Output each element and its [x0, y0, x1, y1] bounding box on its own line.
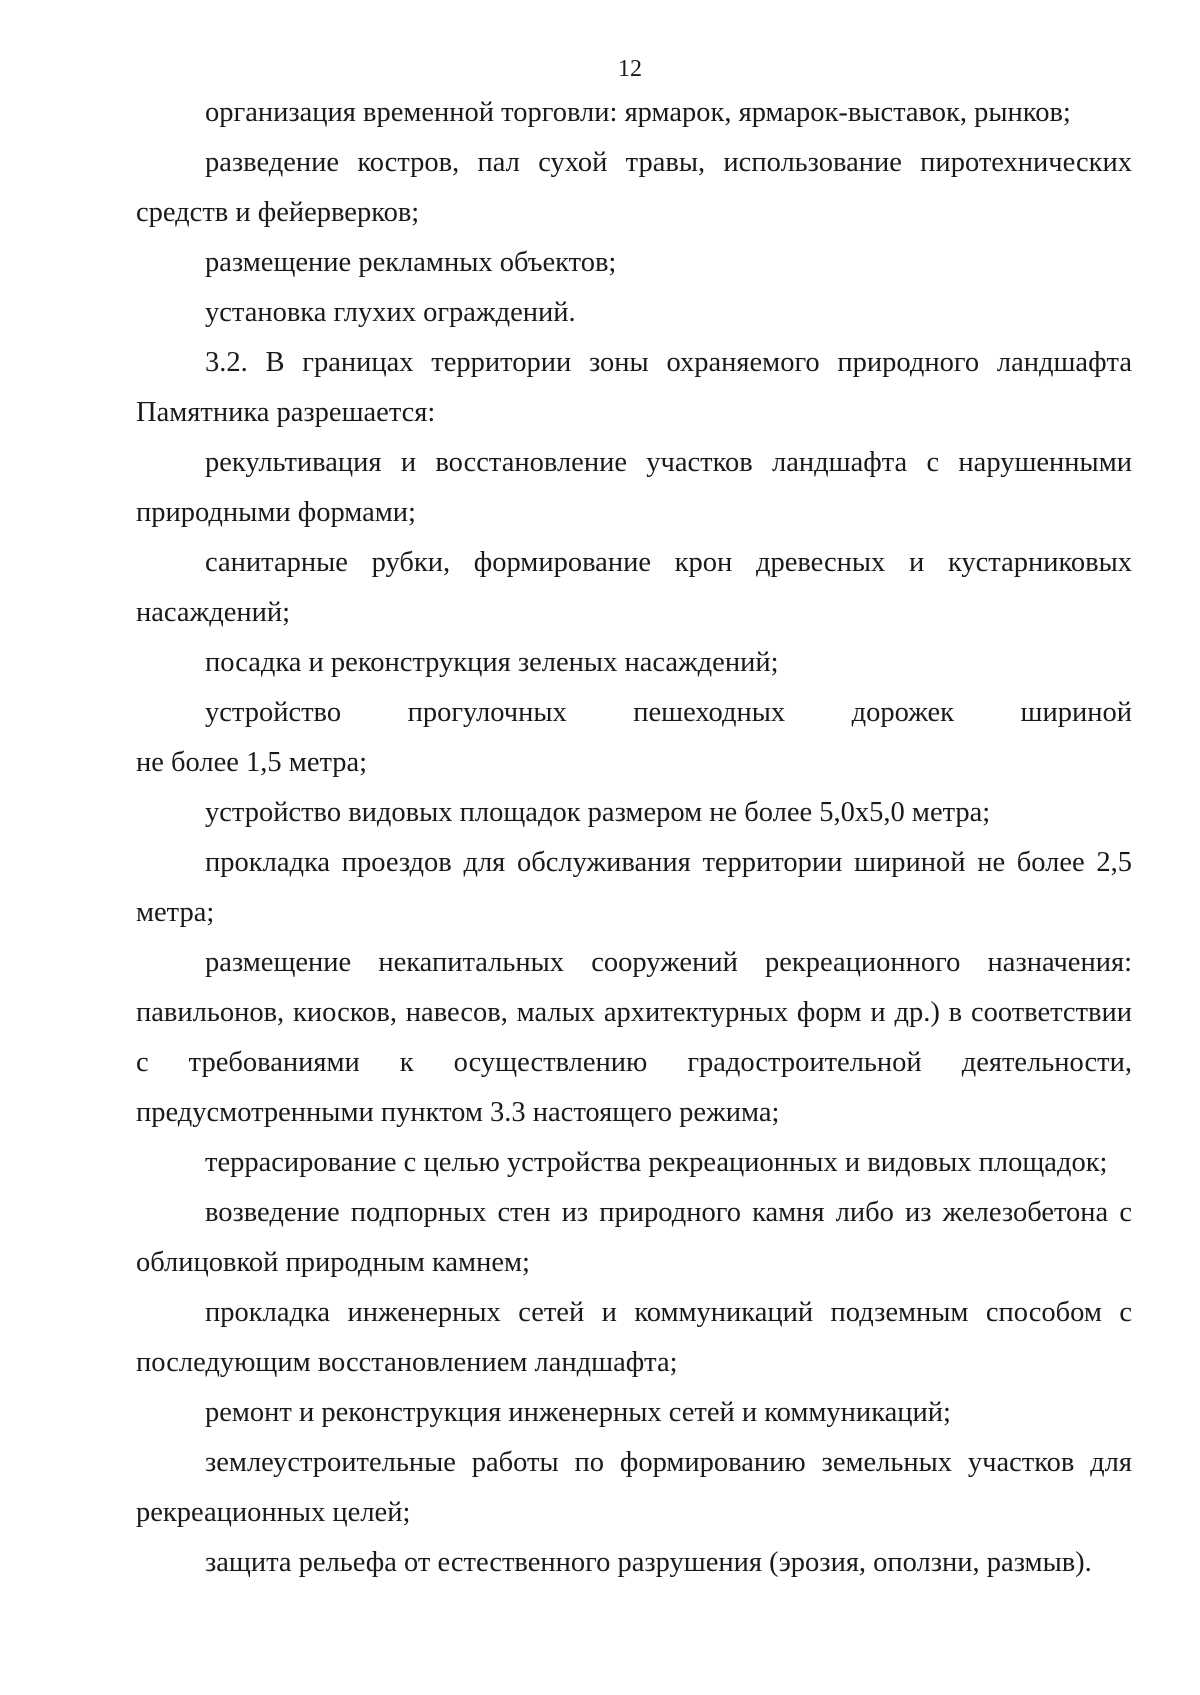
paragraph-solid-fences: установка глухих ограждений.	[205, 297, 576, 328]
page-number: 12	[618, 56, 642, 82]
paragraph-relief-protection: защита рельефа от естественного разрушения (эрозия, оползни, размыв).	[205, 1547, 1092, 1578]
paragraph-recultivation: рекультивация и восстановление участков ландшафта с нарушенными природными формами;	[136, 447, 1132, 528]
paragraph-non-capital-structures: размещение некапитальных сооружений рекреационного назначения: павильонов, киосков, навесов, малых архитектурных форм и др.) в соответствии с требованиями к осуществлению градостроительной деятельности, предусмотренными пунктом 3.3 настоящего режима;	[136, 947, 1132, 1128]
paragraph-terracing: террасирование с целью устройства рекреационных и видовых площадок;	[205, 1147, 1108, 1178]
paragraph-engineering-networks: прокладка инженерных сетей и коммуникаций подземным способом с последующим восстановлением ландшафта;	[136, 1297, 1132, 1378]
paragraph-walking-paths-continued: не более 1,5 метра;	[136, 747, 368, 778]
paragraph-retaining-walls: возведение подпорных стен из природного камня либо из железобетона с облицовкой природным камнем;	[136, 1197, 1132, 1278]
paragraph-land-management: землеустроительные работы по формированию земельных участков для рекреационных целей;	[136, 1447, 1132, 1528]
paragraph-section-3-2: 3.2. В границах территории зоны охраняемого природного ландшафта Памятника разрешается:	[136, 347, 1132, 428]
paragraph-temporary-trade: организация временной торговли: ярмарок, ярмарок-выставок, рынков;	[205, 97, 1071, 128]
paragraph-sanitary-felling: санитарные рубки, формирование крон древесных и кустарниковых насаждений;	[136, 547, 1132, 628]
paragraph-walking-paths: устройство прогулочных пешеходных дорожек шириной	[205, 697, 1132, 728]
paragraph-service-driveways: прокладка проездов для обслуживания территории шириной не более 2,5 метра;	[136, 847, 1132, 928]
paragraph-planting: посадка и реконструкция зеленых насаждений;	[205, 647, 779, 678]
paragraph-network-repair: ремонт и реконструкция инженерных сетей и коммуникаций;	[205, 1397, 951, 1428]
paragraph-advertising: размещение рекламных объектов;	[205, 247, 617, 278]
paragraph-bonfires: разведение костров, пал сухой травы, использование пиротехнических средств и фейерверков;	[136, 147, 1132, 228]
paragraph-viewing-platforms: устройство видовых площадок размером не более 5,0х5,0 метра;	[205, 797, 991, 828]
document-body	[136, 88, 1132, 1588]
